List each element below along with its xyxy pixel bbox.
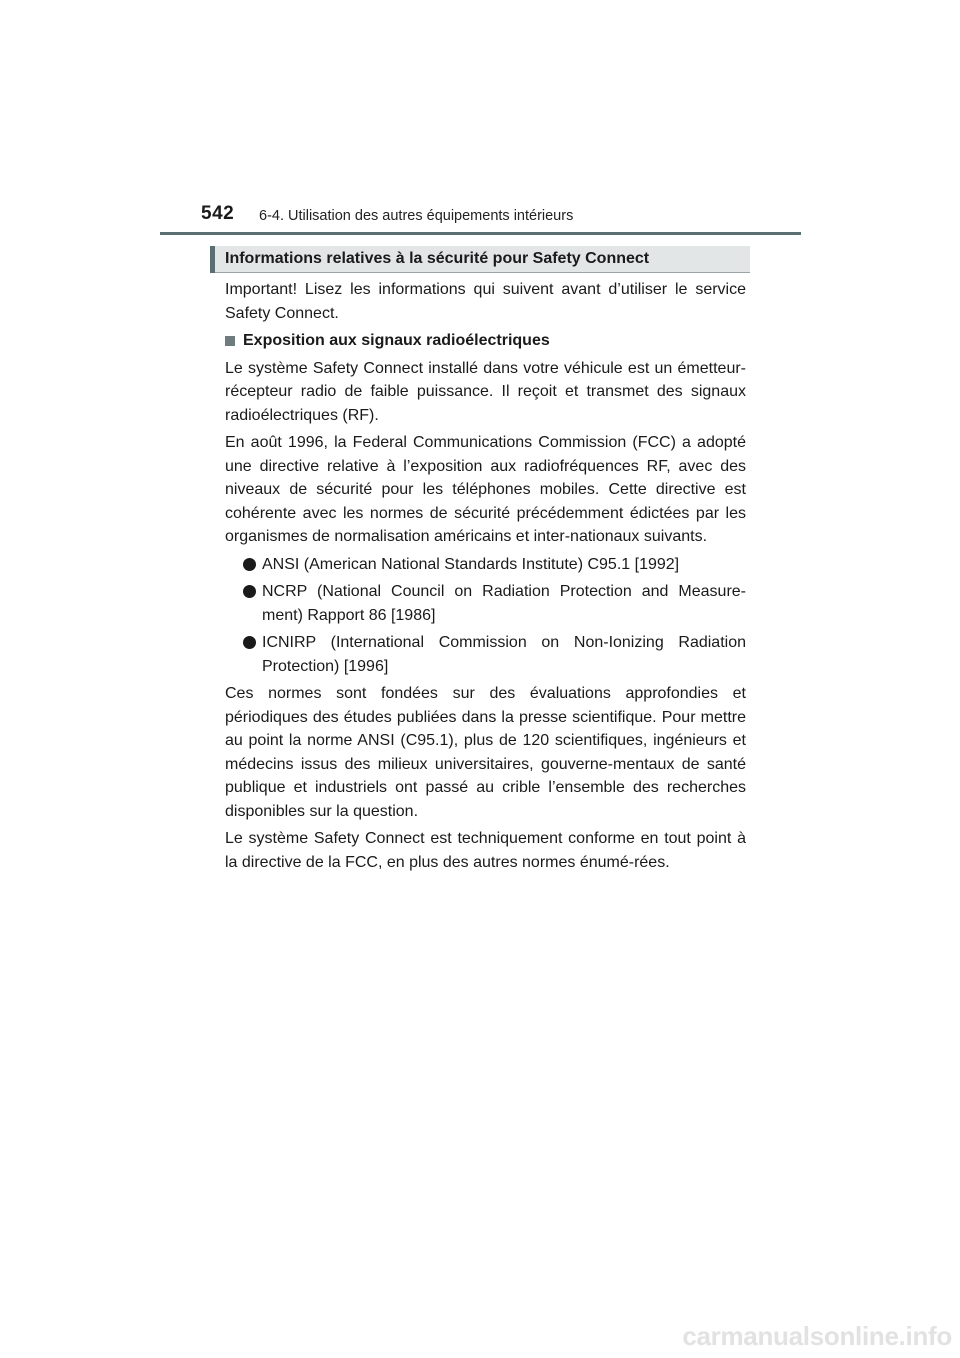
list-item-ansi	[243, 553, 746, 577]
section-title-bar	[210, 246, 750, 273]
list-item-text: ANSI (American National Standards Institute) C95.1 [1992]	[262, 555, 680, 573]
paragraph-compliance: Le système Safety Connect est techniquement conforme en tout point à la directive de la FCC, en plus des autres normes énumé-rées.	[225, 830, 746, 871]
intro-paragraph: Important! Lisez les informations qui suivent avant d’utiliser le service Safety Connect.	[225, 281, 746, 322]
paragraph-rf-intro: Le système Safety Connect installé dans votre véhicule est un émetteur-récepteur radio de faible puissance. Il reçoit et transmet des signaux radioélectriques (RF).	[225, 359, 746, 424]
list-item-icnirp	[243, 631, 746, 678]
page-content	[225, 278, 746, 878]
round-bullet-icon	[243, 585, 256, 598]
list-item-text: ICNIRP (International Commission on Non-Ionizing Radiation Protection) [1996]	[262, 634, 746, 675]
list-item-ncrp	[243, 580, 746, 627]
square-bullet-icon	[225, 336, 235, 346]
section-title: Informations relatives à la sécurité pour Safety Connect	[225, 250, 650, 267]
round-bullet-icon	[243, 636, 256, 649]
list-item-text: NCRP (National Council on Radiation Protection and Measure-ment) Rapport 86 [1986]	[262, 583, 746, 624]
page-header	[0, 0, 960, 240]
paragraph-standards-basis: Ces normes sont fondées sur des évaluations approfondies et périodiques des études publiées dans la presse scientifique. Pour mettre au point la norme ANSI (C95.1), plus de 120 scientifiques, ingénieurs et médecins issus des milieux universitaires, gouverne-mentaux de santé publique et industriels ont passé au crible l’ensemble des recherches disponibles sur la question.	[225, 685, 746, 820]
chapter-title: 6-4. Utilisation des autres équipements intérieurs	[259, 208, 574, 224]
page-number: 542	[201, 203, 235, 224]
round-bullet-icon	[243, 558, 256, 571]
subsection-heading-text: Exposition aux signaux radioélectriques	[243, 332, 550, 349]
section-accent-bar	[210, 246, 215, 273]
paragraph-fcc-directive: En août 1996, la Federal Communications Commission (FCC) a adopté une directive relative à l’exposition aux radiofréquences RF, avec des niveaux de sécurité pour les téléphones mobiles. Cette directive est cohérente avec les normes de sécurité précédemment édictées par les organismes de normalisation américains et inter-nationaux suivants.	[225, 434, 746, 545]
subsection-heading	[225, 329, 746, 353]
watermark: carmanualsonline.info	[682, 1321, 952, 1351]
header-divider	[160, 232, 801, 235]
